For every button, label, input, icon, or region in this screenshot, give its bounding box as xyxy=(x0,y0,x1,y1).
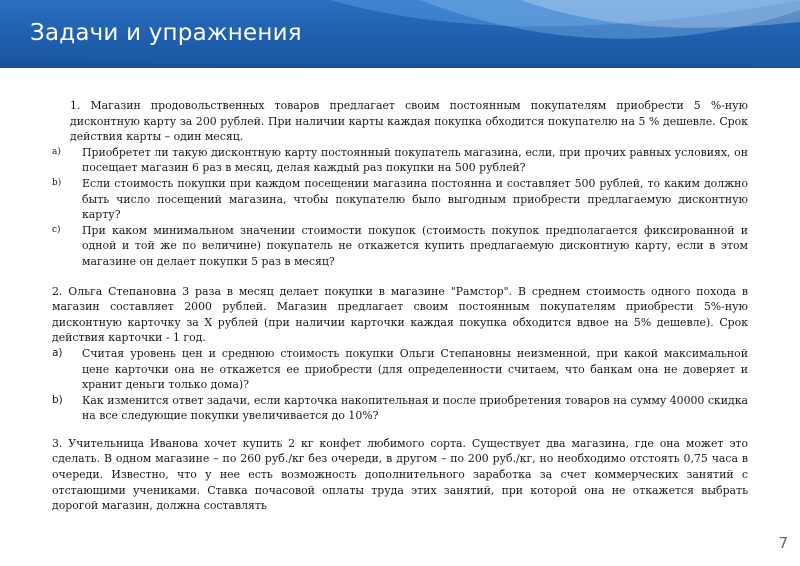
task-1-item-c-text: При каком минимальном значении стоимости покупок (стоимость покупок предполагается фиксированной и одной и той же по величине) покупатель не откажется купить предлагаемую дисконтную карту, если в этом магазине он делает покупки 5 раз в месяц? xyxy=(82,223,748,268)
task-3-text: 3. Учительница Иванова хочет купить 2 кг конфет любимого сорта. Существует два магазина, где она может это сделать. В одном магазине – по 260 руб./кг без очереди, в другом – по 200 руб./кг, но необходимо отстоять 0,75 часа в очереди. Известно, что у нее есть возможность дополнительного заработка за счет коммерческих занятий с отстающими учениками. Ставка почасовой оплаты труда этих занятий, при которой она не откажется выбрать дорогой магазин, должна составлять xyxy=(52,436,748,513)
list-marker: c) xyxy=(52,224,61,235)
list-marker: b) xyxy=(52,177,62,188)
task-2-item-b-text: Как изменится ответ задачи, если карточка накопительная и после приобретения товаров на сумму 40000 скидка на все следующие покупки увеличивается до 10%? xyxy=(82,393,748,423)
task-3 xyxy=(52,436,748,514)
page-number: 7 xyxy=(778,534,788,552)
task-2-intro: 2. Ольга Степановна 3 раза в месяц делает покупки в магазине "Рамстор". В среднем стоимость одного похода в магазин составляет 2000 рублей. Магазин предлагает своим постоянным покупателям приобрести 5%-ную дисконтную карточку за Х рублей (при наличии карточки каждая покупка обходится вдвое на 5% дешевле). Срок действия карточки - 1 год. xyxy=(52,284,748,345)
task-2-item-a xyxy=(52,346,748,393)
task-1-item-c xyxy=(52,223,748,270)
slide-title: Задачи и упражнения xyxy=(30,20,302,46)
task-2-item-a-text: Считая уровень цен и среднюю стоимость покупки Ольги Степановны неизменной, при какой максимальной цене карточки она не откажется ее приобрести (для определенности считаем, что банкам она не доверяет и хранит деньги только дома)? xyxy=(82,346,748,392)
task-2-item-b xyxy=(52,393,748,424)
slide-content xyxy=(52,98,748,514)
task-1 xyxy=(52,98,748,270)
list-marker: a) xyxy=(52,346,63,359)
slide-header xyxy=(0,0,800,68)
list-marker: b) xyxy=(52,393,63,406)
task-1-item-b-text: Если стоимость покупки при каждом посещении магазина постоянна и составляет 500 рублей, то каким должно быть число посещений магазина, чтобы покупателю было выгодным приобрести предлагаемую дисконтную карту? xyxy=(82,176,748,222)
task-1-item-a-text: Приобретет ли такую дисконтную карту постоянный покупатель магазина, если, при прочих равных условиях, он посещает магазин 6 раз в месяц, делая каждый раз покупки на 500 рублей? xyxy=(82,145,748,175)
task-2 xyxy=(52,284,748,424)
task-1-item-a xyxy=(52,145,748,176)
task-1-intro: 1. Магазин продовольственных товаров предлагает своим постоянным покупателям приобрести 5 %-ную дисконтную карту за 200 рублей. При наличии карты каждая покупка обходится покупателю на 5 % дешевле. Срок действия карты – один месяц. xyxy=(70,99,748,144)
list-marker: a) xyxy=(52,146,61,157)
task-1-item-b xyxy=(52,176,748,223)
